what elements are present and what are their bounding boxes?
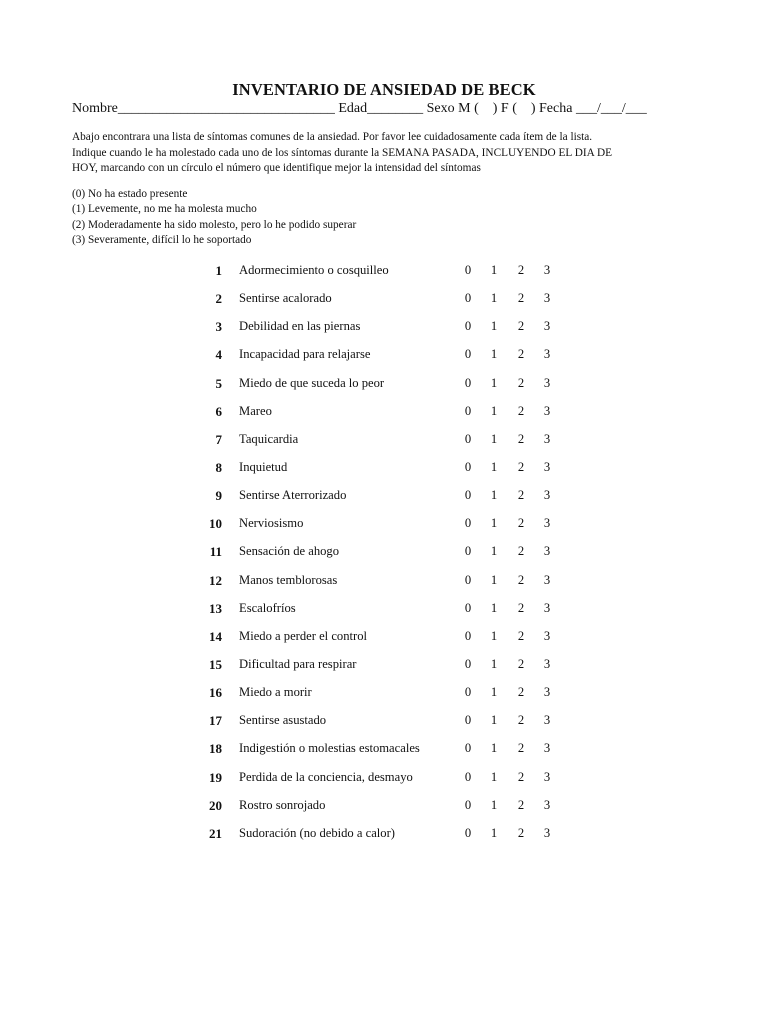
rating-option-2[interactable]: 2	[517, 263, 525, 277]
rating-option-0[interactable]: 0	[464, 488, 472, 503]
scale-level-0: (0) No ha estado presente	[72, 188, 188, 200]
respondent-info-line: Nombre_______________________________ Edad________ Sexo M ( ) F ( ) Fecha ___/___/___	[72, 101, 647, 116]
rating-option-1[interactable]: 1	[490, 685, 498, 700]
symptom-label: Taquicardia	[239, 431, 299, 446]
symptom-number: 2	[215, 291, 222, 307]
rating-option-0[interactable]: 0	[464, 516, 472, 531]
rating-option-0[interactable]: 0	[464, 544, 472, 559]
rating-option-0[interactable]: 0	[464, 431, 472, 446]
symptom-number: 16	[209, 685, 222, 701]
symptom-number: 4	[215, 347, 222, 363]
rating-option-0[interactable]: 0	[464, 600, 472, 615]
symptom-label: Inquietud	[239, 459, 288, 474]
rating-option-2[interactable]: 2	[517, 600, 525, 615]
rating-option-1[interactable]: 1	[490, 347, 498, 362]
rating-option-1[interactable]: 1	[490, 797, 498, 812]
symptom-row	[0, 683, 768, 711]
rating-option-1[interactable]: 1	[490, 403, 498, 418]
rating-option-3[interactable]: 3	[543, 263, 551, 277]
symptom-row	[0, 542, 768, 570]
symptom-row	[0, 374, 768, 402]
symptom-row	[0, 739, 768, 767]
rating-option-2[interactable]: 2	[517, 769, 525, 784]
rating-option-1[interactable]: 1	[490, 741, 498, 756]
rating-option-1[interactable]: 1	[490, 431, 498, 446]
symptom-label: Perdida de la conciencia, desmayo	[239, 769, 413, 784]
symptom-label: Debilidad en las piernas	[239, 319, 361, 334]
symptom-list	[0, 261, 768, 852]
symptom-number: 9	[215, 488, 222, 504]
symptom-number: 10	[209, 516, 222, 532]
rating-option-1[interactable]: 1	[490, 544, 498, 559]
rating-option-1[interactable]: 1	[490, 572, 498, 587]
symptom-number: 7	[215, 431, 222, 447]
rating-option-1[interactable]: 1	[490, 291, 498, 306]
symptom-label: Rostro sonrojado	[239, 797, 326, 812]
symptom-label: Nerviosismo	[239, 516, 304, 531]
symptom-label: Sentirse acalorado	[239, 291, 332, 306]
symptom-number: 1	[215, 263, 222, 278]
rating-option-0[interactable]: 0	[464, 319, 472, 334]
symptom-row	[0, 289, 768, 317]
rating-option-3[interactable]: 3	[543, 741, 551, 756]
instructions-line-1: Abajo encontrara una lista de síntomas comunes de la ansiedad. Por favor lee cuidadosamente cada ítem de la lista.	[72, 131, 593, 143]
symptom-number: 13	[209, 600, 222, 616]
symptom-row	[0, 627, 768, 655]
symptom-row	[0, 711, 768, 739]
rating-option-0[interactable]: 0	[464, 347, 472, 362]
symptom-label: Dificultad para respirar	[239, 656, 357, 671]
symptom-number: 21	[209, 825, 222, 841]
rating-option-0[interactable]: 0	[464, 572, 472, 587]
symptom-label: Incapacidad para relajarse	[239, 347, 371, 362]
rating-option-0[interactable]: 0	[464, 769, 472, 784]
symptom-label: Manos temblorosas	[239, 572, 338, 587]
rating-option-2[interactable]: 2	[517, 403, 525, 418]
rating-option-3[interactable]: 3	[543, 797, 551, 812]
rating-option-2[interactable]: 2	[517, 347, 525, 362]
symptom-number: 8	[215, 459, 222, 475]
rating-option-3[interactable]: 3	[543, 375, 551, 390]
symptom-label: Sentirse asustado	[239, 713, 327, 728]
scale-level-2: (2) Moderadamente ha sido molesto, pero lo he podido superar	[72, 218, 357, 231]
rating-option-1[interactable]: 1	[490, 769, 498, 784]
rating-option-2[interactable]: 2	[517, 797, 525, 812]
rating-option-0[interactable]: 0	[464, 263, 472, 277]
page-title: INVENTARIO DE ANSIEDAD DE BECK	[232, 80, 536, 99]
rating-option-3[interactable]: 3	[543, 291, 551, 306]
rating-option-0[interactable]: 0	[464, 713, 472, 728]
rating-option-3[interactable]: 3	[543, 459, 551, 474]
rating-option-2[interactable]: 2	[517, 431, 525, 446]
symptom-label: Miedo a perder el control	[239, 628, 367, 643]
symptom-row	[0, 655, 768, 683]
symptom-label: Escalofríos	[239, 600, 296, 615]
rating-scale-legend	[72, 187, 356, 249]
symptom-row	[0, 824, 768, 852]
symptom-row	[0, 796, 768, 824]
symptom-number: 11	[209, 544, 222, 560]
rating-option-1[interactable]: 1	[490, 516, 498, 531]
rating-option-0[interactable]: 0	[464, 291, 472, 306]
rating-option-3[interactable]: 3	[543, 403, 551, 418]
rating-option-1[interactable]: 1	[490, 488, 498, 503]
rating-option-3[interactable]: 3	[543, 628, 551, 643]
symptom-row	[0, 514, 768, 542]
rating-option-0[interactable]: 0	[464, 459, 472, 474]
rating-option-0[interactable]: 0	[464, 741, 472, 756]
symptom-row	[0, 768, 768, 796]
rating-option-3[interactable]: 3	[543, 769, 551, 784]
symptom-number: 15	[209, 656, 222, 672]
symptom-label: Miedo a morir	[239, 685, 312, 700]
rating-option-2[interactable]: 2	[517, 656, 525, 671]
symptom-label: Sudoración (no debido a calor)	[239, 825, 395, 840]
symptom-row	[0, 345, 768, 373]
rating-option-3[interactable]: 3	[543, 347, 551, 362]
symptom-label: Adormecimiento o cosquilleo	[239, 263, 389, 277]
rating-option-3[interactable]: 3	[543, 825, 551, 840]
instructions-line-2: Indique cuando le ha molestado cada uno de los síntomas durante la SEMANA PASADA, INCLUYENDO EL DIA DE	[72, 146, 613, 159]
rating-option-1[interactable]: 1	[490, 319, 498, 334]
rating-option-0[interactable]: 0	[464, 656, 472, 671]
rating-option-1[interactable]: 1	[490, 628, 498, 643]
rating-option-0[interactable]: 0	[464, 797, 472, 812]
rating-option-2[interactable]: 2	[517, 375, 525, 390]
rating-option-1[interactable]: 1	[490, 459, 498, 474]
scale-level-1: (1) Levemente, no me ha molesta mucho	[72, 203, 257, 216]
symptom-number: 19	[209, 769, 222, 785]
symptom-number: 18	[209, 741, 222, 757]
symptom-label: Sentirse Aterrorizado	[239, 488, 347, 503]
rating-option-3[interactable]: 3	[543, 685, 551, 700]
symptom-row	[0, 430, 768, 458]
rating-option-1[interactable]: 1	[490, 713, 498, 728]
rating-option-3[interactable]: 3	[543, 516, 551, 531]
rating-option-1[interactable]: 1	[490, 263, 498, 277]
rating-option-1[interactable]: 1	[490, 375, 498, 390]
scale-level-3: (3) Severamente, difícil lo he soportado	[72, 234, 252, 247]
rating-option-0[interactable]: 0	[464, 403, 472, 418]
symptom-label: Miedo de que suceda lo peor	[239, 375, 385, 390]
symptom-row	[0, 402, 768, 430]
rating-option-3[interactable]: 3	[543, 713, 551, 728]
symptom-row	[0, 486, 768, 514]
symptom-number: 20	[209, 797, 222, 813]
rating-option-0[interactable]: 0	[464, 825, 472, 840]
symptom-row	[0, 571, 768, 599]
rating-option-1[interactable]: 1	[490, 600, 498, 615]
rating-option-2[interactable]: 2	[517, 572, 525, 587]
symptom-row	[0, 261, 768, 289]
instructions-line-3: HOY, marcando con un círculo el número que identifique mejor la intensidad del síntomas	[72, 162, 481, 174]
rating-option-2[interactable]: 2	[517, 319, 525, 334]
rating-option-3[interactable]: 3	[543, 600, 551, 615]
rating-option-3[interactable]: 3	[543, 488, 551, 503]
rating-option-0[interactable]: 0	[464, 375, 472, 390]
symptom-label: Sensación de ahogo	[239, 544, 340, 559]
rating-option-2[interactable]: 2	[517, 291, 525, 306]
rating-option-2[interactable]: 2	[517, 488, 525, 503]
symptom-number: 14	[209, 628, 222, 644]
rating-option-3[interactable]: 3	[543, 431, 551, 446]
rating-option-3[interactable]: 3	[543, 319, 551, 334]
symptom-number: 3	[215, 319, 222, 335]
symptom-row	[0, 458, 768, 486]
symptom-row	[0, 317, 768, 345]
rating-option-1[interactable]: 1	[490, 825, 498, 840]
rating-option-3[interactable]: 3	[543, 544, 551, 559]
rating-option-2[interactable]: 2	[517, 516, 525, 531]
rating-option-3[interactable]: 3	[543, 656, 551, 671]
rating-option-2[interactable]: 2	[517, 459, 525, 474]
rating-option-2[interactable]: 2	[517, 685, 525, 700]
rating-option-2[interactable]: 2	[517, 544, 525, 559]
rating-option-0[interactable]: 0	[464, 685, 472, 700]
rating-option-2[interactable]: 2	[517, 628, 525, 643]
symptom-number: 5	[215, 375, 222, 391]
symptom-label: Mareo	[239, 403, 272, 418]
rating-option-0[interactable]: 0	[464, 628, 472, 643]
rating-option-2[interactable]: 2	[517, 713, 525, 728]
rating-option-1[interactable]: 1	[490, 656, 498, 671]
rating-option-2[interactable]: 2	[517, 825, 525, 840]
symptom-row	[0, 599, 768, 627]
instructions-paragraph	[72, 130, 680, 177]
symptom-number: 17	[209, 713, 222, 729]
rating-option-3[interactable]: 3	[543, 572, 551, 587]
symptom-number: 6	[215, 403, 222, 419]
symptom-number: 12	[209, 572, 222, 588]
rating-option-2[interactable]: 2	[517, 741, 525, 756]
symptom-label: Indigestión o molestias estomacales	[239, 741, 420, 756]
